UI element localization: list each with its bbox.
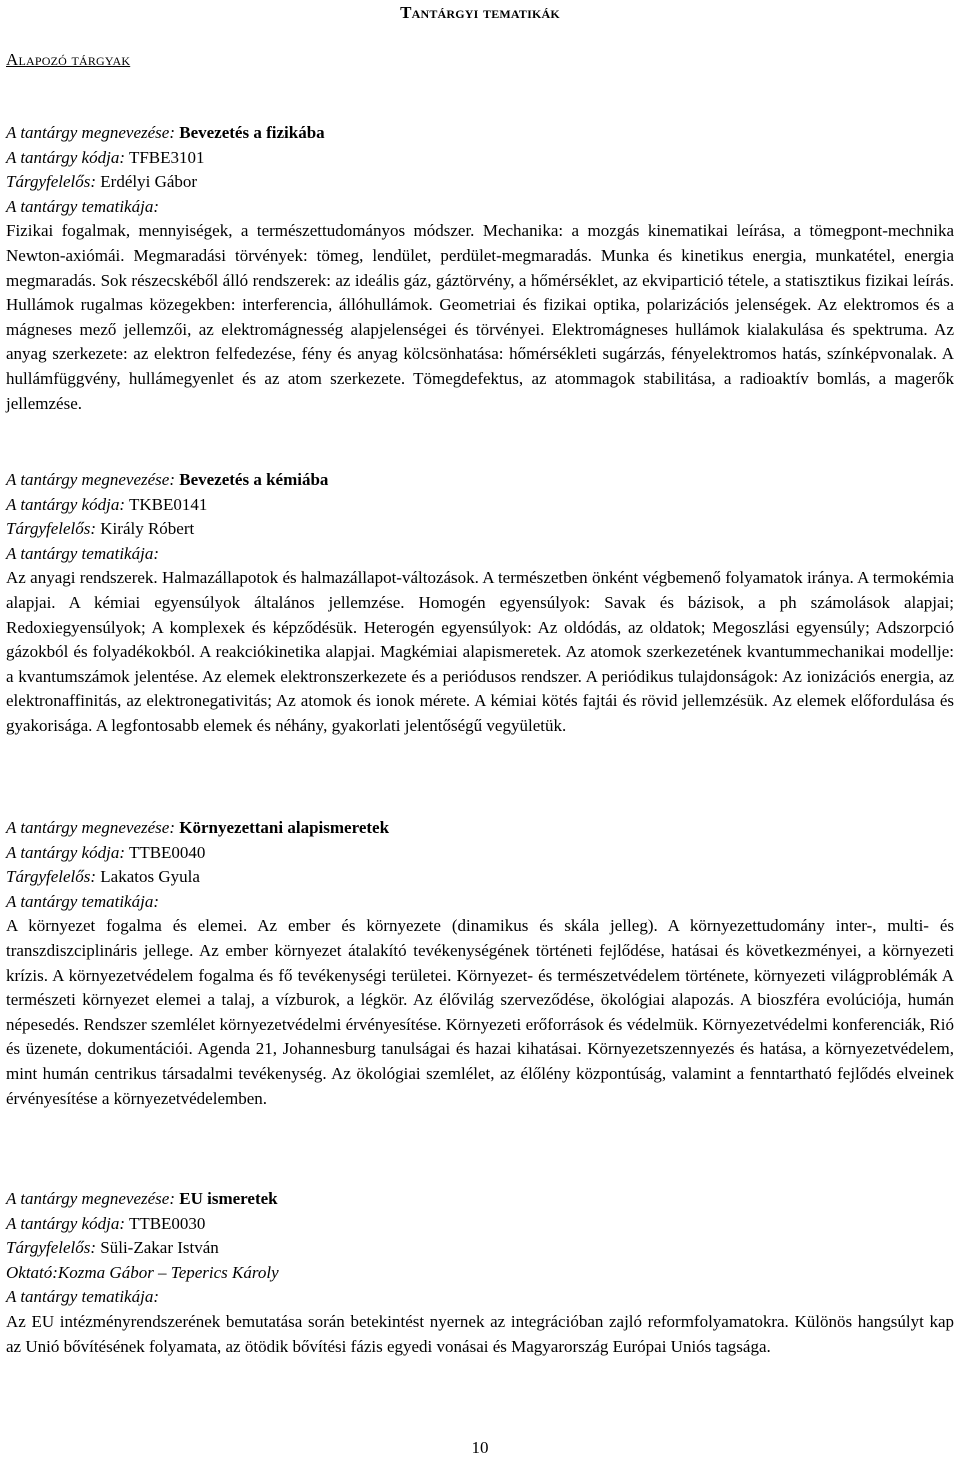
subject-code-line bbox=[6, 146, 954, 171]
subject-topics-line bbox=[6, 890, 954, 915]
subject-topics-label: A tantárgy tematikája: bbox=[6, 1287, 159, 1307]
subject-code-label: A tantárgy kódja: bbox=[6, 1213, 125, 1233]
subject-name: Környezettani alapismeretek bbox=[179, 818, 390, 837]
subject-owner-label: Tárgyfelelős: bbox=[6, 519, 97, 539]
section-title: Alapozó tárgyak bbox=[6, 50, 131, 69]
subject-name-label: A tantárgy megnevezése: bbox=[6, 123, 175, 142]
subject-code: TTBE0040 bbox=[128, 842, 206, 862]
subject-code-label: A tantárgy kódja: bbox=[6, 147, 125, 167]
subject-description: Az EU intézményrendszerének bemutatása során betekintést nyernek az integrációban zajló reformfolyamatokra. Különös hangsúlyt kap az Unió bővítésének folyamata, az ötödik bővítési fázis egyedi vonásai és Magyarország Európai Uniós tagsága. bbox=[6, 1311, 954, 1356]
subject-name-line bbox=[6, 816, 954, 841]
subject-owner-line bbox=[6, 1236, 954, 1261]
subject-name-label: A tantárgy megnevezése: bbox=[6, 818, 175, 837]
subject-topics-label: A tantárgy tematikája: bbox=[6, 543, 159, 563]
page-number: 10 bbox=[471, 1438, 489, 1457]
subject-name: Bevezetés a kémiába bbox=[179, 470, 329, 489]
subject-owner-label: Tárgyfelelős: bbox=[6, 172, 97, 192]
subject-code-label: A tantárgy kódja: bbox=[6, 494, 125, 514]
subject-code-line bbox=[6, 1212, 954, 1237]
subject-name: Bevezetés a fizikába bbox=[179, 123, 325, 142]
subject-topics-line bbox=[6, 542, 954, 567]
subject-block-eu bbox=[6, 1187, 954, 1359]
subject-description: A környezet fogalma és elemei. Az ember és környezete (dinamikus és skála jelleg). A környezettudomány inter-, multi- és transzdiszciplináris jellege. Az ember környezet átalakító tevékenységének történeti fejlődése, hatásai és következményei, a környezeti krízis. A környezetvédelem fogalma és fő tevékenységi területei. Környezet- és természetvédelem története, környezeti világproblémák A természeti környezet elemei a talaj, a vízburok, a légkör. Az élővilág szerveződése, ökológiai alapozás. A bioszféra evolúciója, humán népesedés. Rendszer szemlélet környezetvédelmi érvényesítése. Környezeti erőforrások és védelmük. Környezetvédelmi konferenciák, Rió és üzenete, dokumentációi. Agenda 21, Johannesburg tanulságai és hazai kihatásai. Környezetszennyezés és hatása, a környezetvédelem, mint humán centrikus társadalmi tevékenység. Az ökológiai szemlélet, az élőlény központúság, valamint a fenntartható fejlődés elveinek érvényesítése a környezetvédelemben. bbox=[6, 916, 954, 1108]
document-title: Tantárgyi tematikák bbox=[400, 3, 560, 22]
subject-code-line bbox=[6, 841, 954, 866]
subject-owner: Király Róbert bbox=[100, 519, 195, 539]
subject-topics-label: A tantárgy tematikája: bbox=[6, 891, 159, 911]
subject-name-label: A tantárgy megnevezése: bbox=[6, 470, 175, 489]
subject-owner: Lakatos Gyula bbox=[100, 867, 200, 887]
subject-name: EU ismeretek bbox=[179, 1189, 278, 1208]
subject-code: TFBE3101 bbox=[128, 147, 205, 167]
subject-topics-label: A tantárgy tematikája: bbox=[6, 196, 159, 216]
subject-name-label: A tantárgy megnevezése: bbox=[6, 1189, 175, 1208]
subject-code: TTBE0030 bbox=[128, 1213, 206, 1233]
subject-owner-line bbox=[6, 865, 954, 890]
subject-owner-line bbox=[6, 517, 954, 542]
subject-topics-line bbox=[6, 1285, 954, 1310]
subject-description: Az anyagi rendszerek. Halmazállapotok és halmazállapot-változások. A természetben önként végbemenő folyamatok iránya. A termokémia alapjai. A kémiai egyensúlyok általános jellemzése. Homogén egyensúlyok: Savak és bázisok, a ph számolások alapjai; Redoxiegyensúlyok; A komplexek és képződésük. Heterogén egyensúlyok: Az oldódás, az oldatok; Megoszlási egyensúly; Adszorpció gázokból és folyadékokból. A reakciókinetika alapjai. Magkémiai alapismeretek. Az atomok szerkezetének kvantummechanikai modellje: a kvantumszámok jelentése. Az elemek elektronszerkezete és a periódusos rendszer. A periódikus tulajdonságok: Az ionizációs energia, az elektronaffinitás, az elektronegativitás; Az atomok és ionok mérete. A kémiai kötés fajtái és rövid jellemzésük. Az elemek előfordulása és gyakorisága. A legfontosabb elemek és néhány, gyakorlati jelentőségű vegyületük. bbox=[6, 568, 954, 735]
subject-owner-line bbox=[6, 170, 954, 195]
subject-owner: Süli-Zakar István bbox=[100, 1238, 219, 1258]
subject-code-label: A tantárgy kódja: bbox=[6, 842, 125, 862]
subject-topics-line bbox=[6, 195, 954, 220]
subject-owner-label: Tárgyfelelős: bbox=[6, 867, 97, 887]
subject-name-line bbox=[6, 468, 954, 493]
subject-description: Fizikai fogalmak, mennyiségek, a természettudományos módszer. Mechanika: a mozgás kinematikai leírása, a tömegpont-mechnika Newton-axiómái. Megmaradási törvények: tömeg, lendület, perdület-megmaradás. Munka és kinetikus energia, munkatétel, energia megmaradás. Sok részecskéből álló rendszerek: az ideális gáz, gáztörvény, a hőmérséklet, az ekvipartició tétele, a statisztikus fizikai leírás. Hullámok rugalmas közegekben: interferencia, állóhullámok. Geometriai és fizikai optika, polarizációs jelenségek. Az elektromos és a mágneses mező jellemzői, az elektromágnesség alapjelenségei és törvényei. Elektromágneses hullámok kialakulása és spektruma. Az anyag szerkezete: az elektron felfedezése, fény és anyag kölcsönhatása: hőmérsékleti sugárzás, fényelektromos hatás, színképvonalak. A hullámfüggvény, hullámegyenlet és az atom szerkezete. Tömegdefektus, az atommagok stabilitása, a radioaktív bomlás, a magerők jellemzése. bbox=[6, 221, 954, 413]
subject-block-environment bbox=[6, 816, 954, 1111]
subject-block-physics bbox=[6, 121, 954, 416]
subject-teacher-line: Oktató:Kozma Gábor – Teperics Károly bbox=[6, 1262, 279, 1282]
subject-name-line bbox=[6, 121, 954, 146]
subject-owner: Erdélyi Gábor bbox=[100, 172, 198, 192]
subject-owner-label: Tárgyfelelős: bbox=[6, 1238, 97, 1258]
subject-name-line bbox=[6, 1187, 954, 1212]
subject-code-line bbox=[6, 493, 954, 518]
subject-code: TKBE0141 bbox=[128, 494, 208, 514]
subject-block-chemistry bbox=[6, 468, 954, 739]
